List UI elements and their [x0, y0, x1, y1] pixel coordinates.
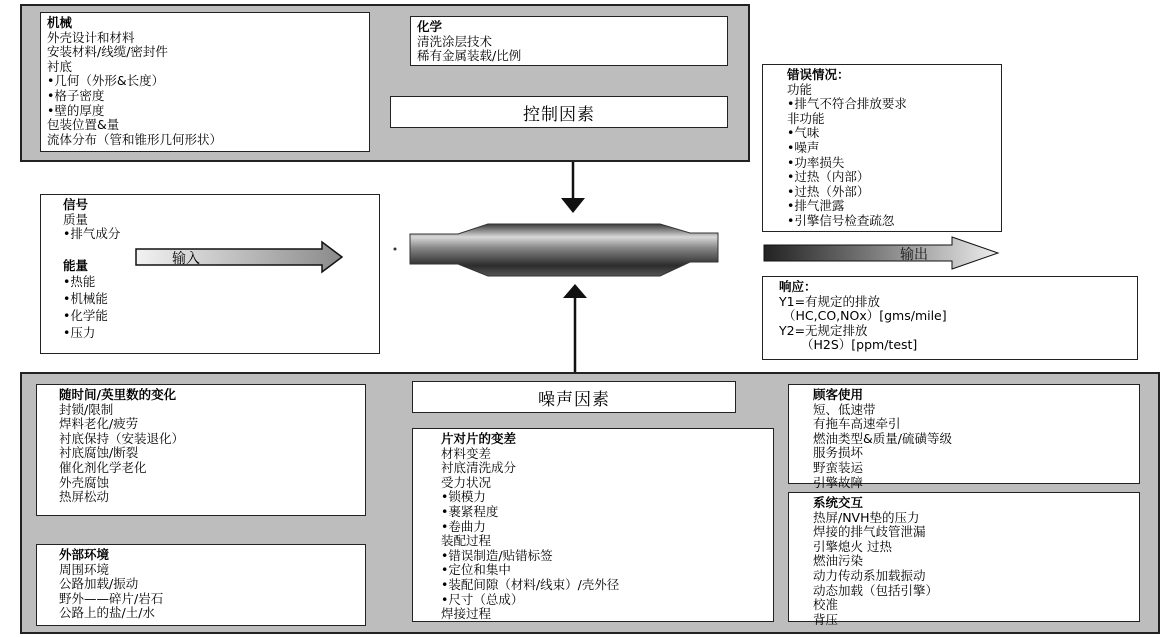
input-arrow-icon — [136, 242, 342, 272]
catalytic-converter-icon — [410, 224, 718, 276]
list-item: 材料变差 — [441, 445, 492, 461]
control-factors-label: 控制因素 — [390, 96, 728, 128]
list-item: 短、低速带 — [813, 401, 876, 417]
list-item: •过热（内部） — [787, 169, 870, 185]
noise-factors-label: 噪声因素 — [412, 381, 736, 413]
part-variation-box — [412, 428, 774, 622]
customer-usage-list — [813, 403, 1133, 491]
list-item: 外壳设计和材料 — [47, 29, 135, 45]
list-item: 包装位置&量 — [47, 117, 120, 133]
customer-usage-title: 顾客使用 — [813, 387, 864, 402]
list-item: •装配间隙（材料/线束）/壳外径 — [441, 576, 620, 592]
list-item: •化学能 — [63, 308, 108, 324]
output-arrow-icon — [764, 237, 998, 269]
list-item: •噪声 — [787, 139, 820, 155]
list-item: 有拖车高速牵引 — [813, 416, 901, 432]
list-item: 公路加载/振动 — [59, 576, 139, 592]
list-item: 背压 — [813, 611, 839, 627]
list-item: •错误制造/贴错标签 — [441, 547, 553, 563]
list-item: •功率损失 — [787, 154, 845, 170]
list-item: （H2S）[ppm/test] — [801, 337, 918, 353]
list-item: 校准 — [813, 597, 839, 613]
list-item: 野蛮装运 — [813, 459, 864, 475]
list-item: 非功能 — [787, 110, 825, 126]
response-title: 响应： — [779, 279, 817, 294]
list-item: 野外——碎片/岩石 — [59, 590, 164, 606]
list-item: 引擎故障 — [813, 474, 864, 490]
list-item: 清洗涂层技术 — [417, 33, 493, 49]
list-item: •排气成分 — [63, 226, 121, 242]
list-item: •压力 — [63, 325, 96, 341]
list-item: 装配过程 — [441, 533, 492, 549]
list-item: •热能 — [63, 274, 96, 290]
list-item: •裹紧程度 — [441, 503, 499, 519]
list-item: 动力传动系加载振动 — [813, 567, 926, 583]
system-interaction-list — [813, 511, 1133, 628]
list-item: •机械能 — [63, 291, 108, 307]
list-item: 引擎熄火 过热 — [813, 538, 892, 554]
list-item: •过热（外部） — [787, 183, 870, 199]
list-item: 功能 — [787, 81, 813, 97]
external-env-title: 外部环境 — [59, 547, 110, 562]
list-item: •排气泄露 — [787, 198, 845, 214]
part-variation-list — [441, 447, 767, 622]
list-item: •气味 — [787, 125, 820, 141]
list-item: 公路上的盐/土/水 — [59, 605, 155, 621]
list-item: 衬底腐蚀/断裂 — [59, 445, 139, 461]
list-item: 衬底 — [47, 58, 73, 74]
arrow-down-icon — [561, 162, 585, 213]
list-item: 封锁/限制 — [59, 401, 114, 417]
list-item: 外壳腐蚀 — [59, 474, 110, 490]
list-item: •卷曲力 — [441, 518, 486, 534]
external-env-box — [36, 544, 366, 626]
mechanical-title: 机械 — [47, 15, 73, 30]
list-item: •格子密度 — [47, 87, 105, 103]
list-item: 燃油类型&质量/硫磺等级 — [813, 430, 952, 446]
list-item: 焊接过程 — [441, 606, 492, 622]
list-item: •尺寸（总成） — [441, 591, 524, 607]
time-mileage-list — [59, 403, 359, 505]
list-item: 燃油污染 — [813, 553, 864, 569]
list-item: 稀有金属装载/比例 — [417, 48, 522, 64]
list-item: 动态加载（包括引擎） — [813, 582, 939, 598]
list-item: 流体分布（管和锥形几何形状） — [47, 131, 223, 147]
list-item: 安装材料/线缆/密封件 — [47, 44, 168, 60]
list-item: （HC,CO,NOx）[gms/mile] — [783, 308, 947, 324]
list-item: •几何（外形&长度） — [47, 73, 165, 89]
list-item: •壁的厚度 — [47, 102, 105, 118]
list-item: •定位和集中 — [441, 562, 511, 578]
list-item: 焊料老化/疲劳 — [59, 416, 139, 432]
system-interaction-title: 系统交互 — [813, 495, 864, 510]
list-item: 衬底保持（安装退化） — [59, 430, 185, 446]
chemical-title: 化学 — [417, 19, 443, 34]
list-item: 周围环境 — [59, 561, 110, 577]
list-item: 热屏松动 — [59, 489, 110, 505]
energy-title: 能量 — [63, 257, 89, 273]
list-item: 热屏/NVH垫的压力 — [813, 509, 920, 525]
customer-usage-box — [788, 384, 1140, 490]
time-mileage-title: 随时间/英里数的变化 — [59, 387, 177, 402]
list-item: Y1=有规定的排放 — [779, 293, 881, 309]
time-mileage-box — [36, 384, 366, 516]
list-item: 焊接的排气歧管泄漏 — [813, 524, 926, 540]
output-label: 输出 — [900, 247, 928, 263]
list-item: 衬底清洗成分 — [441, 460, 517, 476]
arrow-up-icon — [563, 284, 587, 372]
list-item: •锁模力 — [441, 489, 486, 505]
part-variation-title: 片对片的变差 — [441, 431, 517, 446]
input-label: 输入 — [172, 251, 200, 267]
signal-title: 信号 — [63, 197, 89, 212]
list-item: •排气不符合排放要求 — [787, 96, 907, 112]
external-env-list — [59, 563, 359, 621]
list-item: 服务损坏 — [813, 445, 864, 461]
list-item: •引擎信号检查疏忽 — [787, 212, 895, 228]
list-item: 受力状况 — [441, 474, 492, 490]
system-interaction-box — [788, 492, 1140, 627]
error-title: 错误情况： — [787, 67, 850, 82]
list-item: 质量 — [63, 211, 89, 227]
list-item: 催化剂化学老化 — [59, 459, 147, 475]
list-item: Y2=无规定排放 — [779, 322, 868, 338]
